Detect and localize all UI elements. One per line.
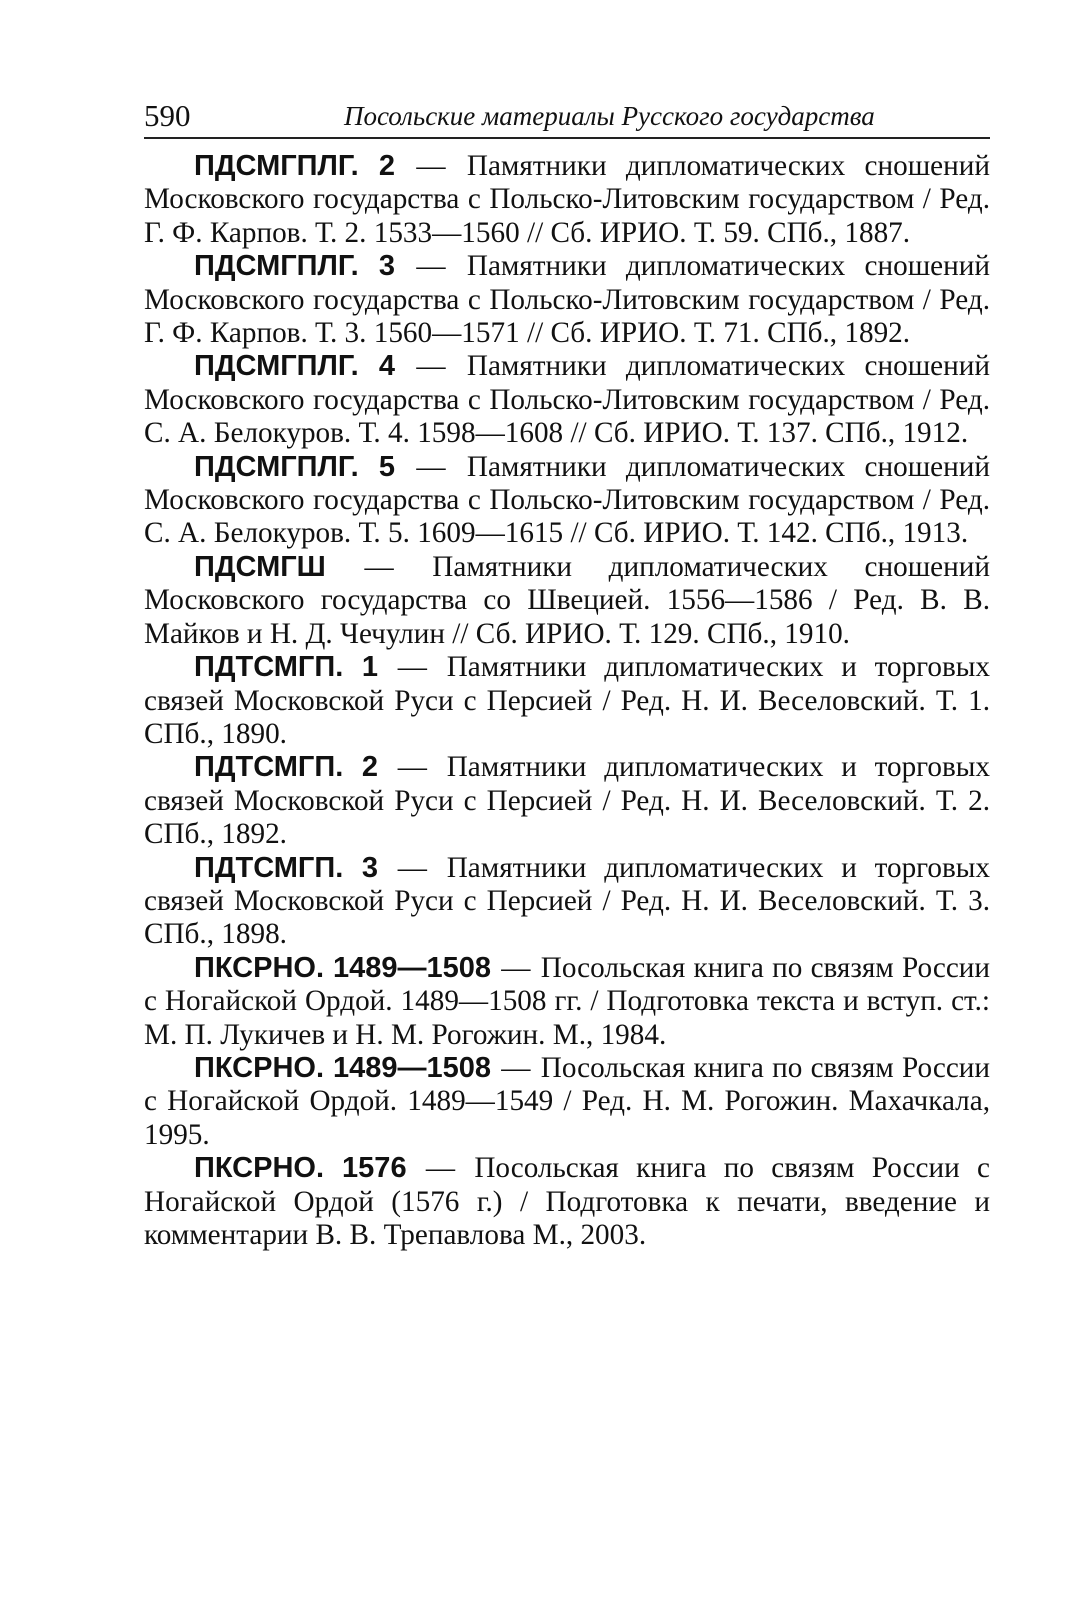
running-title: Посольские материалы Русского государства xyxy=(344,101,875,131)
bibliography-entry: ПДТСМГП. 1 — Памятники дипломатических и торговых связей Московской Руси с Персией / Ред. Н. И. Веселовский. Т. 1. СПб., 1890. xyxy=(144,651,991,750)
page-number: 590 xyxy=(144,98,191,133)
bibliography-entry: ПКСРНО. 1576 — Посольская книга по связям России с Ногайской Ордой (1576 г.) / Подготовка к печати, введение и комментарии В. В. Трепавлова М., 2003. xyxy=(144,1152,990,1251)
header-rule xyxy=(144,137,990,139)
entry-abbreviation: ПДТСМГП. 1 xyxy=(194,651,378,684)
bibliography-entry: ПДСМГПЛГ. 3 — Памятники дипломатических сношений Московского государства с Польско-Литовским государством / Ред. Г. Ф. Карпов. Т. 3. 1560—1571 // Сб. ИРИО. Т. 71. СПб., 1892. xyxy=(144,250,990,350)
bibliography-entry: ПДСМГПЛГ. 4 — Памятники дипломатических сношений Московского государства с Польско-Литовским государством / Ред. С. А. Белокуров. Т. 4. 1598—1608 // Сб. ИРИО. Т. 137. СПб., 1912. xyxy=(144,350,990,450)
book-page xyxy=(144,0,990,1600)
entry-abbreviation: ПКСРНО. 1489—1508 xyxy=(194,1051,492,1084)
entry-text: Посольская книга по связям России с Ногайской Ордой. 1489—1549 / Ред. Н. М. Рогожин. Махачкала, 1995. xyxy=(144,1051,991,1151)
bibliography-entry: ПКСРНО. 1489—1508 — Посольская книга по связям России с Ногайской Ордой. 1489—1508 гг. / Подготовка текста и вступ. ст.: М. П. Лукичев и Н. М. Рогожин. М., 1984. xyxy=(144,951,991,1051)
entry-abbreviation: ПДСМГШ xyxy=(194,550,326,583)
entry-text: Памятники дипломатических сношений Московского государства со Швецией. 1556—1586 / Ред. В. В. Майков и Н. Д. Чечулин // Сб. ИРИО. Т. 129. СПб., 1910. xyxy=(144,550,990,650)
entry-abbreviation: ПДТСМГП. 3 xyxy=(194,851,378,884)
entry-abbreviation: ПКСРНО. 1489—1508 xyxy=(194,951,492,984)
bibliography-entry: ПДСМГШ — Памятники дипломатических сношений Московского государства со Швецией. 1556—1586 / Ред. В. В. Майков и Н. Д. Чечулин // Сб. ИРИО. Т. 129. СПб., 1910. xyxy=(144,550,990,650)
entry-text: Памятники дипломатических сношений Московского государства с Польско-Литовским государством / Ред. С. А. Белокуров. Т. 5. 1609—1615 // Сб. ИРИО. Т. 142. СПб., 1913. xyxy=(144,450,990,550)
entry-text: Памятники дипломатических сношений Московского государства с Польско-Литовским государством / Ред. Г. Ф. Карпов. Т. 3. 1560—1571 // Сб. ИРИО. Т. 71. СПб., 1892. xyxy=(144,250,990,350)
entry-abbreviation: ПДСМГПЛГ. 4 xyxy=(194,350,395,383)
bibliography-entry: ПДСМГПЛГ. 5 — Памятники дипломатических сношений Московского государства с Польско-Литовским государством / Ред. С. А. Белокуров. Т. 5. 1609—1615 // Сб. ИРИО. Т. 142. СПб., 1913. xyxy=(144,450,990,550)
entry-text: Памятники дипломатических и торговых связей Московской Руси с Персией / Ред. Н. И. Веселовский. Т. 3. СПб., 1898. xyxy=(144,851,991,951)
entry-text: Посольская книга по связям России с Ногайской Ордой. 1489—1508 гг. / Подготовка текста и вступ. ст.: М. П. Лукичев и Н. М. Рогожин. М., 1984. xyxy=(144,951,991,1051)
entry-abbreviation: ПДСМГПЛГ. 5 xyxy=(194,450,395,483)
entry-abbreviation: ПКСРНО. 1576 xyxy=(194,1152,407,1185)
entry-text: Памятники дипломатических и торговых связей Московской Руси с Персией / Ред. Н. И. Веселовский. Т. 2. СПб., 1892. xyxy=(144,751,991,851)
bibliography-entry: ПДТСМГП. 2 — Памятники дипломатических и торговых связей Московской Руси с Персией / Ред. Н. И. Веселовский. Т. 2. СПб., 1892. xyxy=(144,751,991,851)
running-head xyxy=(144,96,990,136)
bibliography-entry: ПКСРНО. 1489—1508 — Посольская книга по связям России с Ногайской Ордой. 1489—1549 / Ред. Н. М. Рогожин. Махачкала, 1995. xyxy=(144,1051,991,1151)
entry-text: Памятники дипломатических сношений Московского государства с Польско-Литовским государством / Ред. Г. Ф. Карпов. Т. 2. 1533—1560 // Сб. ИРИО. Т. 59. СПб., 1887. xyxy=(144,150,990,249)
entry-abbreviation: ПДСМГПЛГ. 2 xyxy=(194,150,395,182)
bibliography-list xyxy=(144,150,990,1252)
bibliography-entry: ПДТСМГП. 3 — Памятники дипломатических и торговых связей Московской Руси с Персией / Ред. Н. И. Веселовский. Т. 3. СПб., 1898. xyxy=(144,851,991,951)
entry-text: Памятники дипломатических сношений Московского государства с Польско-Литовским государством / Ред. С. А. Белокуров. Т. 4. 1598—1608 // Сб. ИРИО. Т. 137. СПб., 1912. xyxy=(144,350,990,450)
entry-abbreviation: ПДТСМГП. 2 xyxy=(194,751,378,784)
entry-text: Посольская книга по связям России с Ногайской Ордой (1576 г.) / Подготовка к печати, введение и комментарии В. В. Трепавлова М., 2003. xyxy=(144,1152,990,1251)
entry-text: Памятники дипломатических и торговых связей Московской Руси с Персией / Ред. Н. И. Веселовский. Т. 1. СПб., 1890. xyxy=(144,651,991,750)
bibliography-entry: ПДСМГПЛГ. 2 — Памятники дипломатических сношений Московского государства с Польско-Литовским государством / Ред. Г. Ф. Карпов. Т. 2. 1533—1560 // Сб. ИРИО. Т. 59. СПб., 1887. xyxy=(144,150,990,249)
entry-abbreviation: ПДСМГПЛГ. 3 xyxy=(194,250,395,283)
